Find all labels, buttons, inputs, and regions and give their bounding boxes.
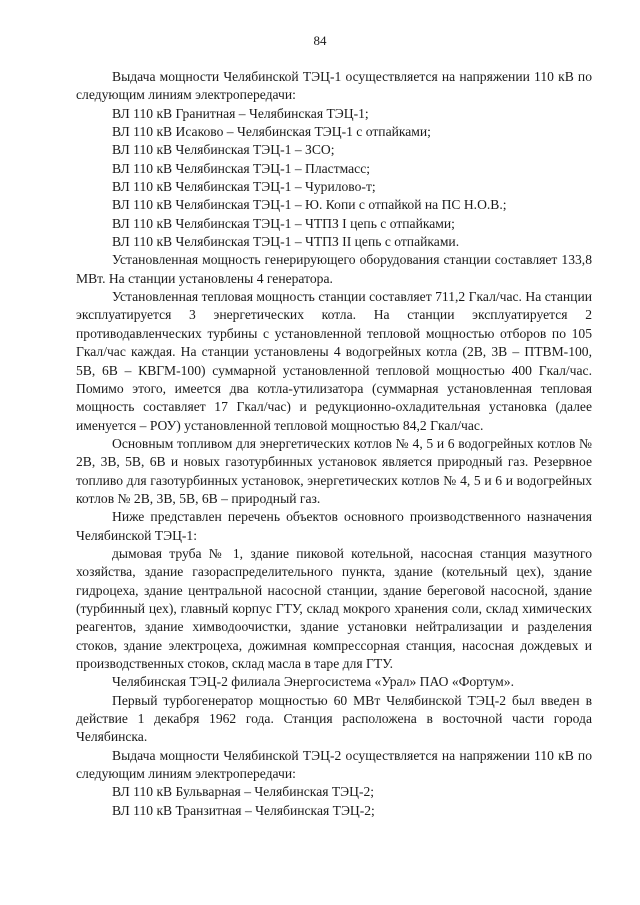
- page-number: 84: [313, 33, 327, 48]
- paragraph: Установленная тепловая мощность станции составляет 711,2 Гкал/час. На станции эксплуатируется 3 энергетических котла. На станции эксплуатируется 2 противодавленческих турбины с установленной тепловой мощностью отборов по 105 Гкал/час каждая. На станции установлены 4 водогрейных котла (2В, 3В – ПТВМ-100, 5В, 6В – КВГМ-100) суммарной установленной тепловой мощностью 400 Гкал/час. Помимо этого, имеется два котла-утилизатора (суммарная установленная тепловая мощность составляет 17 Гкал/час) и редукционно-охладительная установка (далее именуется – РОУ) установленной тепловой мощностью 84,2 Гкал/час.: [76, 289, 592, 433]
- list-item: ВЛ 110 кВ Исаково – Челябинская ТЭЦ-1 с отпайками;: [112, 124, 431, 140]
- list-item: ВЛ 110 кВ Челябинская ТЭЦ-1 – ЧТПЗ I цепь с отпайками;: [112, 215, 455, 231]
- paragraph: Установленная мощность генерирующего оборудования станции составляет 133,8 МВт. На станции установлены 4 генератора.: [76, 252, 592, 286]
- paragraph: Челябинская ТЭЦ-2 филиала Энергосистема «Урал» ПАО «Фортум».: [112, 674, 514, 690]
- list-item: ВЛ 110 кВ Челябинская ТЭЦ-1 – Ю. Копи с отпайкой на ПС Н.О.В.;: [112, 197, 507, 213]
- paragraph: дымовая труба № 1, здание пиковой котельной, насосная станция мазутного хозяйства, здание газораспределительного пункта, здание (котельный цех), здание гидроцеха, здание центральной насосной станции, здание береговой насосной, здание (турбинный цех), главный корпус ГТУ, склад мокрого хранения соли, склад химических реагентов, здание химводоочистки, здание установки нейтрализации и разделения стоков, здание электроцеха, дожимная компрессорная станция, насосная дождевых и производственных стоков, склад масла в таре для ГТУ.: [76, 545, 592, 671]
- document-body: [76, 68, 592, 820]
- list-item: ВЛ 110 кВ Гранитная – Челябинская ТЭЦ-1;: [112, 105, 369, 121]
- paragraph: Первый турбогенератор мощностью 60 МВт Челябинской ТЭЦ-2 был введен в действие 1 декабря 1962 года. Станция расположена в восточной части города Челябинска.: [76, 692, 592, 745]
- paragraph: Выдача мощности Челябинской ТЭЦ-1 осуществляется на напряжении 110 кВ по следующим линиям электропередачи:: [76, 69, 592, 103]
- list-item: ВЛ 110 кВ Челябинская ТЭЦ-1 – Пластмасс;: [112, 160, 371, 176]
- paragraph: Основным топливом для энергетических котлов № 4, 5 и 6 водогрейных котлов № 2В, 3В, 5В, 6В и новых газотурбинных установок является природный газ. Резервное топливо для газотурбинных установок, энергетических котлов № 4, 5 и 6 и водогрейных котлов № 2В, 3В, 5В, 6В – природный газ.: [76, 435, 592, 506]
- list-item: ВЛ 110 кВ Бульварная – Челябинская ТЭЦ-2;: [112, 784, 375, 800]
- paragraph: Выдача мощности Челябинской ТЭЦ-2 осуществляется на напряжении 110 кВ по следующим линиям электропередачи:: [76, 747, 592, 782]
- list-item: ВЛ 110 кВ Транзитная – Челябинская ТЭЦ-2;: [112, 802, 375, 818]
- list-item: ВЛ 110 кВ Челябинская ТЭЦ-1 – ЗСО;: [112, 142, 335, 158]
- paragraph: Ниже представлен перечень объектов основного производственного назначения Челябинской ТЭЦ-1:: [76, 509, 592, 543]
- list-item: ВЛ 110 кВ Челябинская ТЭЦ-1 – Чурилово-т;: [112, 179, 376, 195]
- list-item: ВЛ 110 кВ Челябинская ТЭЦ-1 – ЧТПЗ II цепь с отпайками.: [112, 234, 460, 250]
